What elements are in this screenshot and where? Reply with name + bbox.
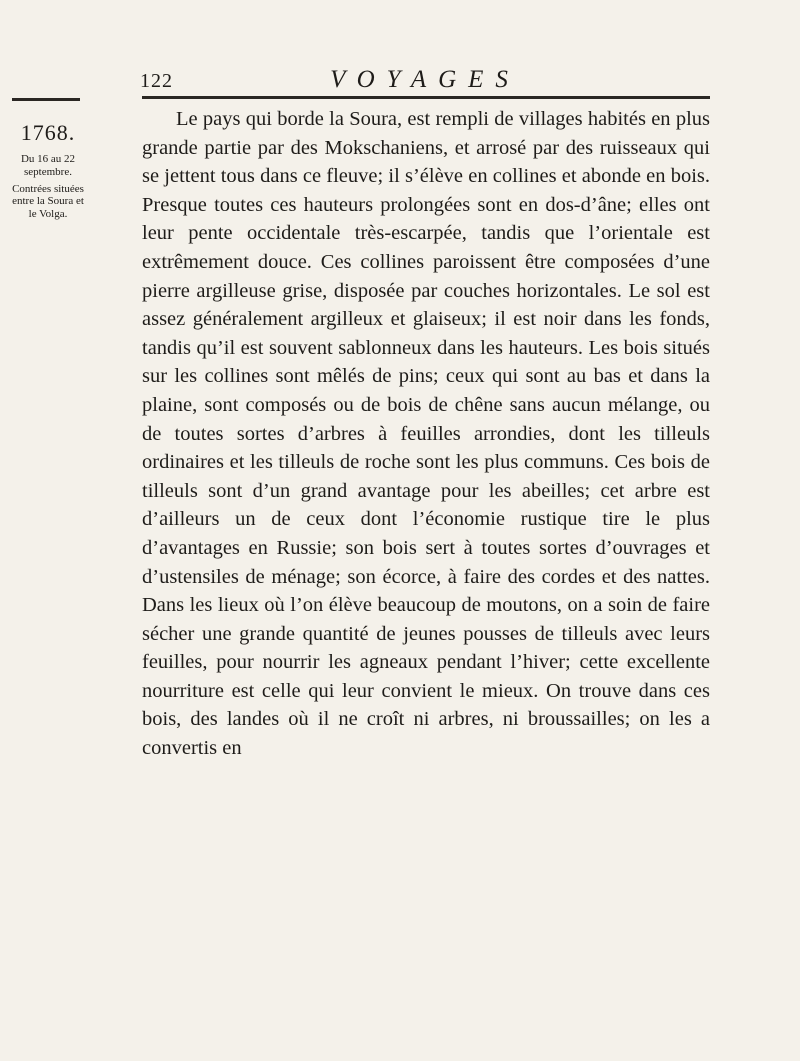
- header-rule: [142, 96, 710, 99]
- margin-rule: [12, 98, 80, 101]
- margin-date-note: Du 16 au 22 septembre.: [20, 153, 76, 178]
- page-header: [140, 64, 710, 94]
- body-paragraph: Le pays qui borde la Soura, est rempli de villages habités en plus grande partie par des Mokschaniens, et arrosé par des ruisseaux qui se jettent tous dans ce fleuve; il s’élève en collines et abonde en bois. Presque toutes ces hauteurs prolongées sont en dos-d’âne; elles ont leur pente occidentale très-escarpée, tandis que l’orientale est extrêmement douce. Ces collines paroissent être composées d’une pierre argilleuse grise, disposée par couches horizontales. Le sol est assez généralement argilleux et glaiseux; il est noir dans les fonds, tandis qu’il est souvent sablonneux dans les hauteurs. Les bois situés sur les collines sont mêlés de pins; ceux qui sont au bas et dans la plaine, sont composés ou de bois de chêne sans aucun mélange, ou de toutes sortes d’arbres à feuilles arrondies, dont les tilleuls ordinaires et les tilleuls de roche sont les plus communs. Ces bois de tilleuls sont d’un grand avantage pour les abeilles; cet arbre est d’ailleurs un de ceux dont l’économie rustique tire le plus d’avantages en Russie; son bois sert à toutes sortes d’ouvrages et d’ustensiles de ménage; son écorce, à faire des cordes et des nattes. Dans les lieux où l’on élève beaucoup de moutons, on a soin de faire sécher une grande quantité de jeunes pousses de tilleuls avec leurs feuilles, pour nourrir les agneaux pendant l’hiver; cette excellente nourriture est celle qui leur convient le mieux. On trouve dans ces bois, des landes où il ne croît ni arbres, ni broussailles; on les a convertis en: [142, 108, 710, 760]
- page-number: 122: [140, 70, 173, 92]
- running-title: VOYAGES: [330, 66, 520, 93]
- margin-place-note: Contrées situées entre la Soura et le Volga.: [12, 182, 84, 220]
- margin-year: 1768.: [20, 120, 76, 145]
- body-text: [142, 105, 710, 763]
- margin-notes: [8, 120, 88, 221]
